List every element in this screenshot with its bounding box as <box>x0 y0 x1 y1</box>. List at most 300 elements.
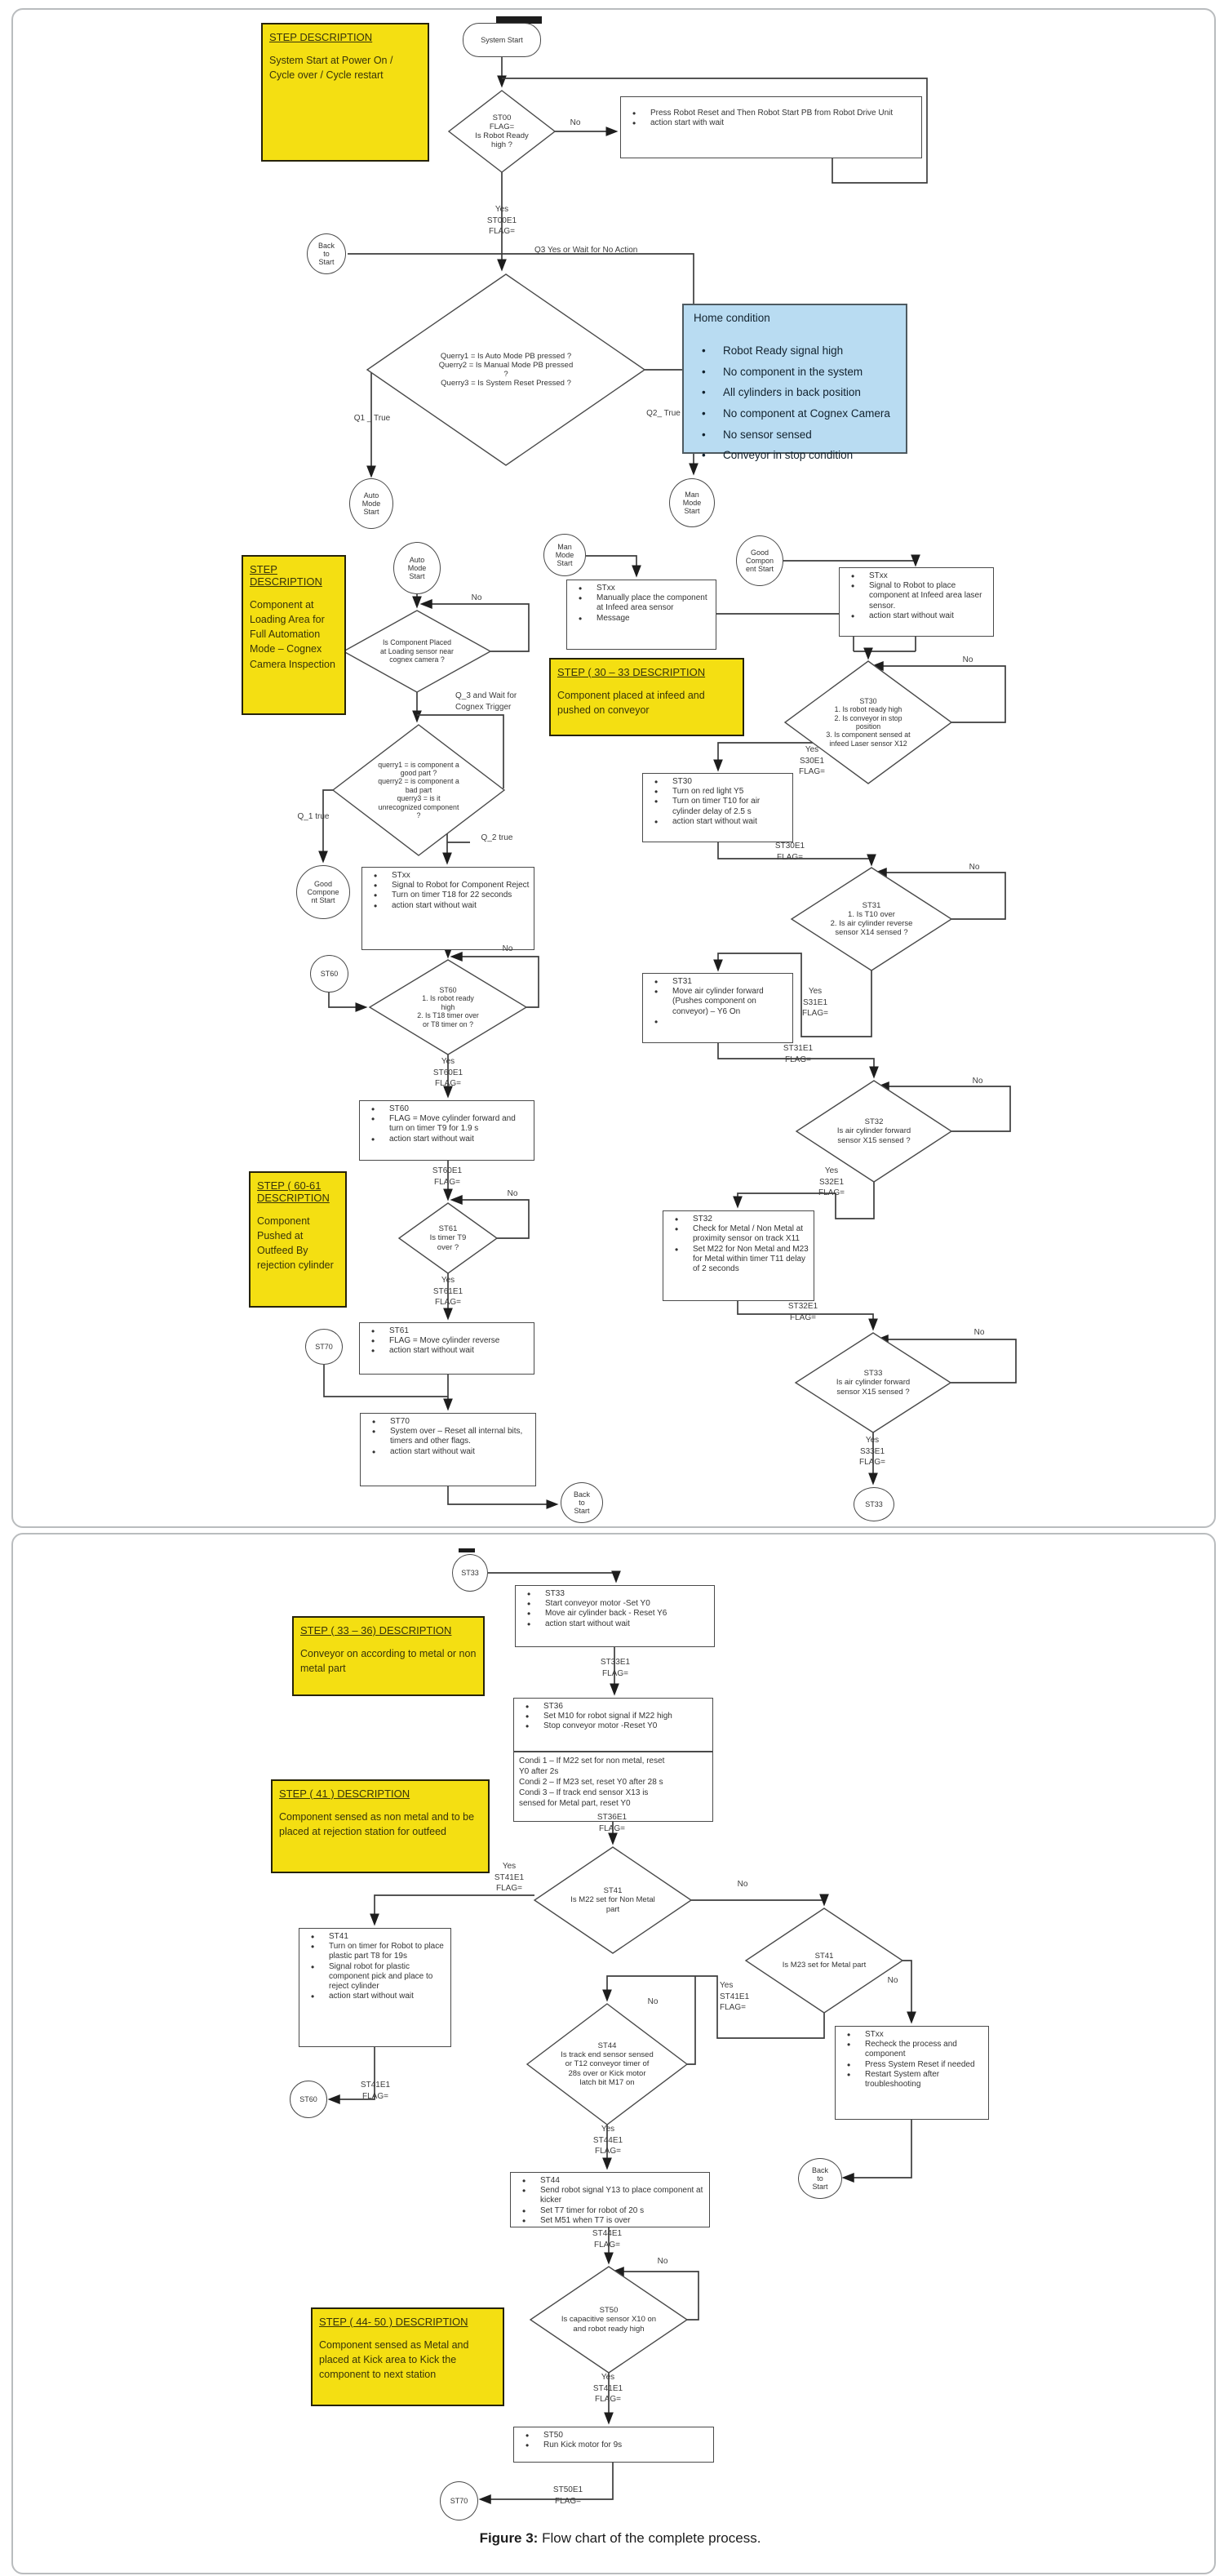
text-line: FLAG= <box>435 1079 461 1088</box>
text-line: • Signal to Robot to place component at Infeed area laser sensor. <box>845 581 990 611</box>
terminal-good-component-start-left <box>296 865 350 919</box>
text-line: S31E1 <box>802 997 828 1007</box>
label-st33e1 <box>583 1657 648 1679</box>
text-line: ST60 <box>439 986 457 995</box>
text-line: • FLAG = Move cylinder reverse <box>365 1336 530 1346</box>
text-line: ST00E1 <box>486 215 517 225</box>
text-line: FLAG= <box>799 767 825 776</box>
label-no-st30 <box>953 655 982 666</box>
text-line: • action start without wait <box>304 1992 447 2001</box>
text-line: No <box>887 1976 898 1985</box>
text-line: • Start conveyor motor -Set Y0 <box>521 1599 711 1609</box>
text-line: • Run Kick motor for 9s <box>519 2441 710 2450</box>
text-line: ST44 <box>597 2041 617 2050</box>
text-line: • Set T7 timer for robot of 20 s <box>516 2206 706 2216</box>
terminal-st70 <box>305 1329 343 1365</box>
label-yes-s31e1 <box>787 986 844 1019</box>
text-line: Auto <box>363 491 379 500</box>
text-line: ST60E1 <box>432 1068 463 1077</box>
decision-st00 <box>450 95 553 167</box>
figure-caption-label: Figure 3: <box>479 2530 539 2546</box>
note-body: Component sensed as non metal and to be placed at rejection station for outfeed <box>279 1811 475 1838</box>
text-line: STEP ( 33 – 36) DESCRIPTION <box>300 1624 452 1637</box>
text-line: • Turn on timer for Robot to place plastic part T8 for 19s <box>304 1942 447 1961</box>
label-no-st44 <box>638 1996 667 2008</box>
note-body: Component placed at infeed and pushed on conveyor <box>557 690 705 717</box>
label-st31e1 <box>765 1043 831 1065</box>
note-title <box>319 2316 496 2328</box>
text-line: Auto <box>409 555 425 564</box>
text-line: Condi 3 – If track end sensor X13 is <box>519 1788 649 1797</box>
process-st31 <box>642 973 793 1043</box>
label-q3-wait <box>534 245 714 256</box>
text-line: to <box>817 2174 823 2183</box>
text-line: Yes <box>441 1276 455 1285</box>
text-line: 1. Is T10 over <box>848 909 895 919</box>
text-line: No <box>507 1189 518 1198</box>
process-st33 <box>515 1585 715 1647</box>
text-line: STEP ( 41 ) DESCRIPTION <box>279 1788 410 1800</box>
text-line: Compon <box>745 556 774 565</box>
label-no-st41-metal <box>878 1975 907 1987</box>
text-line: ? <box>503 370 508 379</box>
label-q2-true-2 <box>473 833 521 844</box>
text-line: over ? <box>437 1242 459 1252</box>
text-line: Yes <box>441 1057 455 1066</box>
text-line: sensed for Metal part, reset Y0 <box>519 1799 631 1808</box>
text-line: sensor X15 sensed ? <box>837 1135 911 1145</box>
label-no-placed <box>462 593 491 604</box>
text-line: FLAG= <box>595 2147 621 2156</box>
decision-st33 <box>800 1362 946 1403</box>
text-line: FLAG= <box>599 1823 625 1833</box>
text-line: • No sensor sensed <box>694 424 896 446</box>
note-body: Component at Loading Area for Full Automation Mode – Cognex Camera Inspection <box>250 599 335 670</box>
text-line: • Turn on red light Y5 <box>648 787 789 797</box>
terminal-st70-out <box>440 2481 478 2520</box>
text-line: sensor X14 sensed ? <box>835 928 908 938</box>
home-condition-list <box>694 340 896 466</box>
text-line: Yes <box>720 1981 734 1990</box>
text-line: Back <box>811 2165 828 2174</box>
text-line: 2. Is air cylinder reverse <box>830 919 913 928</box>
text-line: • Robot Ready signal high <box>694 340 896 362</box>
note-step-41 <box>271 1779 490 1873</box>
label-yes-st41e1-metal <box>720 1980 778 2014</box>
text-line: Mode <box>407 563 427 572</box>
text-line: FLAG= <box>859 1458 885 1467</box>
label-no-st60 <box>493 944 522 955</box>
note-body: Component sensed as Metal and placed at Kick area to Kick the component to next station <box>319 2339 469 2381</box>
text-line: FLAG= <box>802 1009 828 1018</box>
label-no-st33 <box>965 1327 994 1339</box>
text-line: • ST30 <box>648 777 789 787</box>
text-line: ST60 <box>299 2094 317 2103</box>
terminal-back-to-start-1 <box>307 233 346 274</box>
figure-caption <box>359 2530 881 2547</box>
text-line: ST30 <box>859 696 877 705</box>
text-line: • ST41 <box>304 1932 447 1942</box>
text-line: Yes <box>824 1166 839 1175</box>
text-line: Q_3 and Wait for <box>455 691 517 700</box>
terminal-st60-out <box>290 2081 327 2118</box>
label-st60e1 <box>417 1166 477 1188</box>
text-line: Mode <box>682 498 702 507</box>
text-line: ST32E1 <box>787 1302 818 1311</box>
text-line: • STxx <box>845 571 990 581</box>
process-st41 <box>299 1928 451 2047</box>
terminal-auto-mode-start-1 <box>349 478 393 529</box>
label-st36e1 <box>579 1812 645 1834</box>
label-yes-s33e1 <box>844 1435 901 1468</box>
text-line: Q3 Yes or Wait for No Action <box>534 246 638 255</box>
text-line: ST70 <box>450 2496 468 2505</box>
decision-st50 <box>535 2299 682 2340</box>
label-yes-s30e1 <box>783 744 840 778</box>
text-line: ST50 <box>599 2306 619 2316</box>
process-manual-place <box>566 580 716 650</box>
text-line: Is M23 set for Metal part <box>782 1961 867 1970</box>
text-line: Is air cylinder forward <box>836 1126 911 1136</box>
decision-st32 <box>801 1111 947 1152</box>
text-line: Mode <box>555 550 574 559</box>
text-line: Start <box>363 508 379 517</box>
note-body: Component Pushed at Outfeed By rejection cylinder <box>257 1215 334 1272</box>
text-line: ST33 <box>461 1568 479 1577</box>
decision-st41-metal <box>751 1946 898 1975</box>
text-line: FLAG= <box>785 1055 811 1064</box>
decision-st44 <box>532 2031 682 2098</box>
text-line: Start <box>574 1507 590 1516</box>
text-line: ST41E1 <box>494 1872 525 1882</box>
text-line: Back <box>573 1490 590 1499</box>
text-line: Yes <box>494 205 509 214</box>
text-line: Q_1 true <box>297 812 330 821</box>
text-line: ST41 <box>814 1951 834 1961</box>
text-line: ST33 <box>865 1499 883 1508</box>
text-line: nt Start <box>311 896 335 905</box>
text-line: Back <box>317 241 335 250</box>
process-st60 <box>359 1100 534 1161</box>
text-line: ST44E1 <box>592 2135 623 2145</box>
label-yes-st61e1 <box>419 1275 477 1308</box>
label-st50e1 <box>535 2485 601 2507</box>
text-line: ST33 <box>863 1369 883 1379</box>
label-st44e1 <box>574 2228 640 2250</box>
text-line: FLAG= <box>595 2395 621 2404</box>
text-line: part <box>605 1904 620 1914</box>
text-line: S32E1 <box>818 1177 845 1187</box>
text-line: Querry2 = Is Manual Mode PB pressed <box>438 360 574 370</box>
text-line: • action start without wait <box>521 1619 711 1629</box>
text-line: Start <box>409 572 425 581</box>
text-line: • Recheck the process and component <box>840 2040 985 2059</box>
text-line: • ST61 <box>365 1326 530 1336</box>
text-line: • Press System Reset if needed <box>840 2060 985 2070</box>
decision-component-placed <box>351 628 483 674</box>
process-st32 <box>663 1210 814 1301</box>
text-line: or T12 conveyor timer of <box>565 2059 650 2069</box>
text-line: • ST50 <box>519 2431 710 2441</box>
text-line: • Move air cylinder forward (Pushes component on conveyor) – Y6 On <box>648 987 789 1017</box>
process-signal-infeed <box>839 567 994 637</box>
text-line: bad part <box>405 785 432 794</box>
terminal-good-component-start-right <box>736 535 783 586</box>
home-condition-box <box>682 304 907 462</box>
text-line: Compone <box>307 887 339 896</box>
text-line: ST30E1 <box>774 842 805 851</box>
process-st70 <box>360 1413 536 1486</box>
text-line: Condi 2 – If M23 set, reset Y0 after 28 s <box>519 1778 663 1787</box>
text-line: FLAG= <box>602 1668 628 1678</box>
text-line: ST41 <box>603 1886 623 1896</box>
text-line: • ST60 <box>365 1104 530 1114</box>
home-condition-title: Home condition <box>694 312 770 324</box>
text-line: STEP <box>250 563 277 575</box>
text-line: ent Start <box>745 565 774 574</box>
text-line: STEP DESCRIPTION <box>269 31 373 43</box>
text-line: Y0 after 2s <box>519 1767 559 1776</box>
label-yes-st41e1-kick <box>579 2372 636 2405</box>
text-line: good part ? <box>400 769 437 778</box>
label-yes-st00e1 <box>469 204 534 238</box>
text-line: Start <box>684 507 700 516</box>
text-line: ST41E1 <box>720 1992 750 2001</box>
text-line: 3. Is component sensed at <box>826 731 911 739</box>
page-break-mark-bottom <box>459 1548 475 1552</box>
process-st30 <box>642 773 793 842</box>
text-line: ST60 <box>320 969 339 978</box>
text-line: • Message <box>572 614 712 624</box>
decision-querry-mode <box>384 331 628 409</box>
label-no-st00 <box>563 118 588 129</box>
note-step-44-50 <box>311 2307 504 2406</box>
text-line: No <box>969 863 980 872</box>
text-line: No <box>570 118 581 127</box>
terminal-back-to-start-3 <box>798 2158 842 2199</box>
text-line: • System over – Reset all internal bits, timers and other flags. <box>366 1427 532 1446</box>
text-line: Yes <box>601 2125 615 2134</box>
text-line: • action start with wait <box>626 118 918 128</box>
text-line: cognex camera ? <box>389 655 445 664</box>
process-recheck <box>835 2026 989 2120</box>
note-title <box>300 1624 477 1637</box>
process-st50 <box>513 2427 714 2463</box>
text-line: STEP ( 30 – 33 DESCRIPTION <box>557 666 706 678</box>
note-step-30-33 <box>549 658 744 736</box>
text-line: No <box>657 2257 668 2266</box>
text-line: • ST32 <box>668 1215 810 1224</box>
process-robot-reset <box>620 96 922 158</box>
label-yes-s32e1 <box>803 1166 860 1199</box>
text-line: Yes <box>805 745 819 754</box>
text-line: at Loading sensor near <box>380 646 454 655</box>
text-line: Mode <box>361 499 381 508</box>
text-line: ST50E1 <box>552 2485 583 2494</box>
text-line: • STxx <box>840 2030 985 2040</box>
text-line: Yes <box>502 1862 517 1871</box>
text-line: System Start <box>481 35 523 44</box>
text-line: ST60E1 <box>432 1166 463 1175</box>
terminal-man-mode-start-1 <box>669 478 715 527</box>
text-line: • Press Robot Reset and Then Robot Start PB from Robot Drive Unit <box>626 109 918 118</box>
text-line: Condi 1 – If M22 set for non metal, reset <box>519 1757 665 1765</box>
text-line: No <box>502 944 513 953</box>
text-line: • Set M22 for Non Metal and M23 for Metal within timer T11 delay of 2 seconds <box>668 1245 810 1275</box>
decision-st61 <box>407 1219 489 1258</box>
text-line: Start <box>812 2183 828 2192</box>
text-line: FLAG= <box>777 852 803 862</box>
text-line: position <box>855 722 881 731</box>
label-q1-true-2 <box>290 811 336 823</box>
text-line: or T8 timer on ? <box>423 1019 473 1028</box>
label-yes-st44e1 <box>579 2124 636 2157</box>
terminal-back-to-start-2 <box>561 1482 603 1523</box>
decision-st60 <box>384 970 512 1044</box>
text-line: • action start without wait <box>367 901 530 911</box>
text-line: to <box>579 1498 585 1507</box>
label-yes-st41e1-left <box>480 1861 539 1894</box>
text-line: high ? <box>491 140 512 150</box>
text-line: No <box>471 593 482 602</box>
text-line: FLAG= <box>489 122 515 131</box>
text-line: FLAG= <box>790 1312 816 1322</box>
text-line: Yes <box>865 1436 880 1445</box>
text-line: • ST36 <box>519 1702 709 1712</box>
text-line: Q_2 true <box>481 833 513 842</box>
text-line: ST31 <box>862 900 881 910</box>
text-line: • Set M10 for robot signal if M22 high <box>519 1712 709 1721</box>
text-line: Is Robot Ready <box>475 131 529 140</box>
label-st41e1-st60 <box>341 2080 410 2102</box>
text-line: ST32 <box>864 1117 884 1127</box>
text-line: 1. Is robot ready <box>422 994 474 1003</box>
text-line: Q2_ True <box>646 409 681 418</box>
text-line: querry2 = is component a <box>378 777 459 786</box>
text-line: Q1 _ True <box>353 414 391 423</box>
text-line: • Manually place the component at Infeed area sensor <box>572 593 712 613</box>
text-line: No <box>647 1997 659 2006</box>
text-line: ST36E1 <box>596 1813 628 1822</box>
note-title <box>250 563 338 588</box>
text-line: • action start without wait <box>648 817 789 827</box>
label-no-st41 <box>728 1879 757 1890</box>
figure-caption-text: Flow chart of the complete process. <box>538 2530 761 2546</box>
text-line: • ST33 <box>521 1589 711 1599</box>
terminal-st60 <box>310 955 348 993</box>
text-line: Good <box>750 548 769 557</box>
terminal-st33-out <box>854 1487 894 1521</box>
note-step-60-61 <box>249 1171 347 1308</box>
label-no-st32 <box>963 1076 992 1087</box>
text-line: Is track end sensor sensed <box>561 2050 654 2060</box>
text-line: ST44E1 <box>592 2229 623 2238</box>
text-line: Yes <box>601 2373 615 2382</box>
process-st61 <box>359 1322 534 1375</box>
text-line: • action start without wait <box>365 1346 530 1356</box>
text-line: S33E1 <box>859 1446 885 1456</box>
text-line: Is air cylinder forward <box>836 1378 911 1388</box>
text-line: FLAG= <box>496 1884 522 1893</box>
note-title <box>557 666 736 678</box>
text-line: querry1 = is component a <box>378 760 459 769</box>
text-line: • No component at Cognex Camera <box>694 403 896 424</box>
text-line: STEP ( 60-61 <box>257 1179 322 1192</box>
text-line: • Turn on timer T10 for air cylinder delay of 2.5 s <box>648 797 789 816</box>
process-component-reject <box>361 867 534 950</box>
text-line: • Send robot signal Y13 to place component at kicker <box>516 2186 706 2205</box>
text-line: FLAG= <box>489 227 515 236</box>
text-line: infeed Laser sensor X12 <box>829 739 907 748</box>
text-line: unrecognized component <box>378 802 459 811</box>
text-line: FLAG= <box>720 2003 746 2012</box>
text-line: No <box>962 655 973 664</box>
text-line: ST31E1 <box>783 1044 814 1053</box>
note-body: System Start at Power On / Cycle over / Cycle restart <box>269 55 393 82</box>
text-line: to <box>323 249 330 258</box>
text-line: • action start without wait <box>365 1135 530 1144</box>
text-line: querry3 = is it <box>397 794 441 803</box>
text-line: • ST70 <box>366 1417 532 1427</box>
text-line: and robot ready high <box>573 2324 645 2334</box>
text-line: DESCRIPTION <box>257 1192 330 1204</box>
text-line: Man <box>557 542 572 551</box>
text-line: FLAG= <box>434 1177 460 1187</box>
text-line: 28s over or Kick motor <box>568 2068 646 2078</box>
text-line: STEP ( 44- 50 ) DESCRIPTION <box>319 2316 468 2328</box>
text-line: FLAG= <box>594 2240 620 2250</box>
text-line: Man <box>685 490 699 499</box>
text-line: ST70 <box>315 1342 333 1351</box>
text-line: 2. Is conveyor in stop <box>834 713 902 722</box>
text-line: No <box>973 1328 985 1337</box>
text-line: Is Component Placed <box>382 638 452 647</box>
decision-st41-nonmetal <box>540 1880 685 1921</box>
terminal-man-mode-start-2 <box>543 534 586 576</box>
label-q2-true <box>638 408 689 420</box>
text-line: • ST44 <box>516 2176 706 2186</box>
text-line: Cognex Trigger <box>455 702 512 712</box>
text-line: Good <box>313 879 333 888</box>
text-line: FLAG= <box>555 2496 581 2506</box>
text-line: • action start without wait <box>366 1447 532 1457</box>
text-line: FLAG= <box>818 1188 845 1197</box>
terminal-system-start <box>463 23 541 57</box>
decision-querry-part <box>341 739 496 841</box>
note-title <box>257 1179 339 1204</box>
text-line: • Signal robot for plastic component pick and place to reject cylinder <box>304 1962 447 1992</box>
text-line: Start <box>318 258 335 267</box>
note-title <box>269 31 421 43</box>
text-line: latch bit M17 on <box>579 2077 635 2087</box>
note-system-start <box>261 23 429 162</box>
label-no-st50 <box>648 2256 677 2267</box>
terminal-st33-in <box>452 1554 488 1592</box>
text-line: Querry3 = Is System Reset Pressed ? <box>441 379 571 389</box>
process-st44 <box>510 2172 710 2227</box>
terminal-auto-mode-start-2 <box>393 542 441 594</box>
text-line: Yes <box>808 987 823 996</box>
label-st30e1 <box>757 841 823 863</box>
text-line: • Move air cylinder back - Reset Y6 <box>521 1609 711 1619</box>
text-line: • Restart System after troubleshooting <box>840 2070 985 2090</box>
text-line: • ST31 <box>648 977 789 987</box>
text-line: • Signal to Robot for Component Reject <box>367 881 530 890</box>
text-line: No <box>972 1077 983 1086</box>
text-line: FLAG= <box>362 2091 388 2101</box>
text-line: FLAG= <box>435 1298 461 1307</box>
text-line: ST00 <box>492 113 512 122</box>
